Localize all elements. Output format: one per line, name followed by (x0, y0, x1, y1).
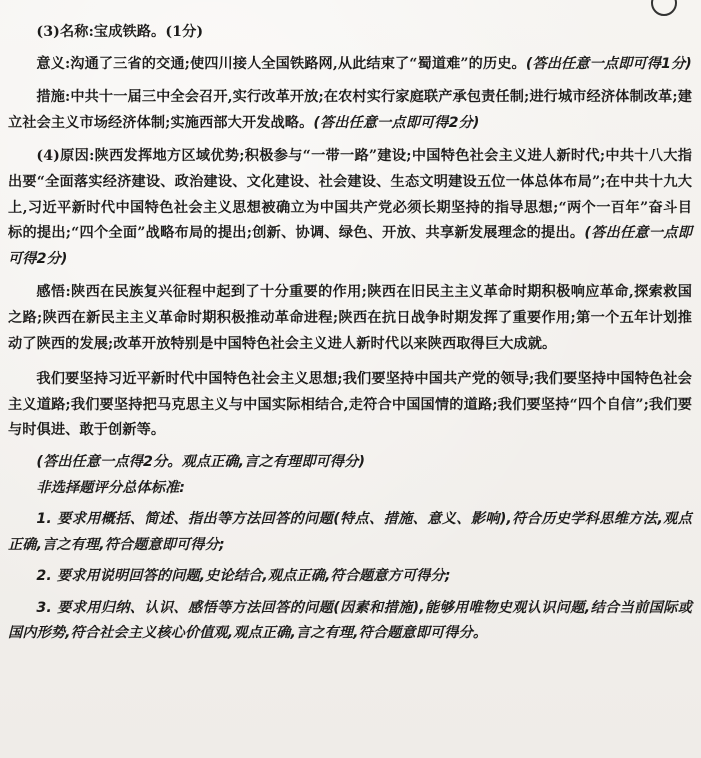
section4-feeling: 感悟:陕西在民族复兴征程中起到了十分重要的作用;陕西在旧民主主义革命时期积极响应革命,探索救国之路;陕西在新民主主义革命时期积极推动革命进程;陕西在抗日战争时期发挥了重要作用;第一个五年计划推动了陕西的发展;改革开放特别是中国特色社会主义进人新时代以来陕西取得巨大成就。 (8, 284, 692, 352)
section4-reason-note: (答出任意一点即可得2分) (8, 225, 693, 267)
standards-heading: 非选择题评分总体标准: (36, 479, 186, 496)
section3-meaning-note: (答出任意一点即可得1分) (525, 55, 692, 72)
section4-reason (8, 144, 692, 272)
standards-item-1: 1. 要求用概括、简述、指出等方法回答的问题(特点、措施、意义、影响),符合历史学科思维方法,观点正确,言之有理,符合题意即可得分; (8, 511, 692, 553)
standards-item-2: 2. 要求用说明回答的问题,史论结合,观点正确,符合题意方可得分; (36, 568, 451, 585)
section4-reason-text: (4)原因:陕西发挥地方区域优势;积极参与“一带一路”建设;中国特色社会主义进人新时代;中共十八大指出要“全面落实经济建设、政治建设、文化建设、社会建设、生态文明建设五位一体总体布局”;在中共十九大上,习近平新时代中国特色社会主义思想被确立为中国共产党必须长期坚持的指导思想;“两个一百年”奋斗目标的提出;“四个全面”战略布局的提出;创新、协调、绿色、开放、共享新发展理念的提出。 (8, 148, 692, 242)
section3-measures-note: (答出任意一点即可得2分) (313, 114, 480, 131)
section3-name: (3)名称:宝成铁路。(1分) (36, 24, 204, 40)
section3-measures (8, 85, 692, 136)
page-corner-circle-mark (651, 0, 677, 16)
section3-measures-text: 措施:中共十一届三中全会召开,实行改革开放;在农村实行家庭联产承包责任制;进行城市经济体制改革;建立社会主义市场经济体制;实施西部大开发战略。 (8, 89, 692, 131)
section3-meaning-text: 意义:沟通了三省的交通;使四川接人全国铁路网,从此结束了“蜀道难”的历史。 (36, 55, 526, 72)
standards-item-3: 3. 要求用归纳、认识、感悟等方法回答的问题(因素和措施),能够用唯物史观认识问题,结合当前国际或国内形势,符合社会主义核心价值观,观点正确,言之有理,符合题意即可得分。 (8, 599, 692, 642)
section3-meaning (8, 52, 692, 78)
section4-insist-note: (答出任意一点得2分。观点正确,言之有理即可得分) (36, 453, 366, 470)
answer-content (8, 20, 692, 647)
section4-insist: 我们要坚持习近平新时代中国特色社会主义思想;我们要坚持中国共产党的领导;我们要坚持中国特色社会主义道路;我们要坚持把马克思主义与中国实际相结合,走符合中国国情的道路;我们要坚持“四个自信”;我们要与时俱进、敢于创新等。 (8, 371, 692, 439)
